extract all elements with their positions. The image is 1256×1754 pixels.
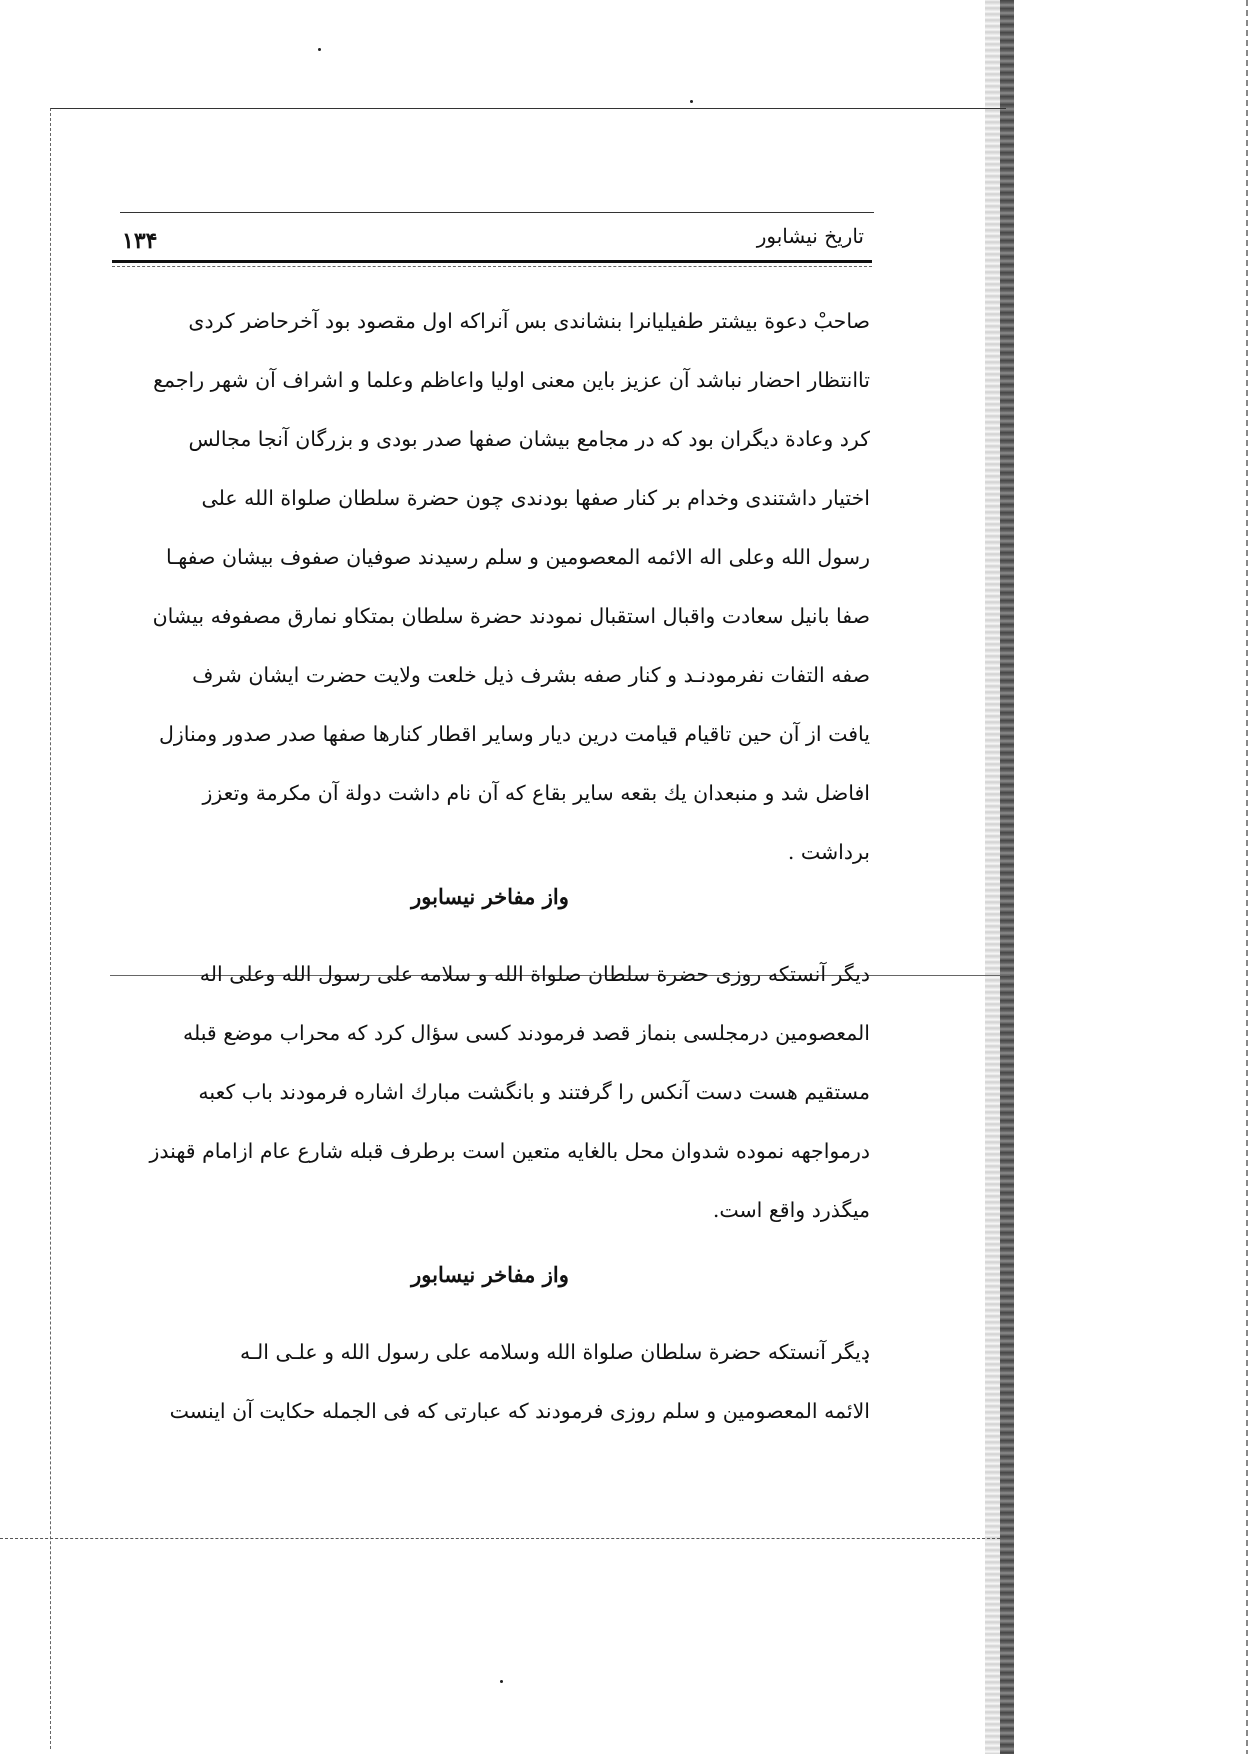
running-title: تاریخ نیشابور [756,224,864,248]
text-line: میگذرد واقع است. [712,1198,870,1222]
text-line: صفا بانیل سعادت واقبال استقبال نمودند حضرة سلطان بمتکاو نمارق مصفوفه بیشان [152,604,870,628]
scan-bottom-line [0,1538,1000,1539]
paragraph-3 [110,1323,870,1441]
text-line: یافت از آن حین تاقیام قیامت درین دیار وسایر اقطار کنارها صفها صدر صدور ومنازل [158,722,870,746]
scan-speck [690,100,693,103]
text-line: اختیار داشتندی وخدام بر کنار صفها بودندی چون حضرة سلطان صلواة الله علی [201,486,870,510]
paragraph-2 [110,945,870,1240]
text-line: دیگر آنستکه روزی حضرة سلطان صلواة الله و سلامه علی رسول الله وعلی اله [199,962,870,986]
paragraph-1 [110,292,870,882]
scan-speck [318,48,321,51]
section-heading: واز مفاخر نیسابور [411,884,569,909]
text-line: تاانتظار احضار نباشد آن عزیز باین معنی اولیا واعاظم وعلما و اشراف آن شهر راجمع [153,368,870,392]
text-line: رسول الله وعلی اله الائمه المعصومین و سلم رسیدند صوفیان صفوف بیشان صفهـا [165,545,870,569]
scan-margin-line [1246,0,1248,1754]
page-number: ۱۳۴ [122,228,158,254]
section-heading: واز مفاخر نیسابور [411,1262,569,1287]
text-line: کرد وعادة دیگران بود که در مجامع بیشان صفها صدر بودی و بزرگان آنجا مجالس [188,427,870,451]
text-line: صاحبْ دعوة بیشتر طفیلیانرا بنشاندی بس آنراکه اول مقصود بود آخرحاضر کردی [188,309,870,333]
text-line: افاضل شد و منبعدان یك بقعه سایر بقاع که آن نام داشت دولة آن مکرمة وتعزز [202,781,870,805]
text-line: صفه التفات نفرمودنـد و کنار صفه بشرف ذیل خلعت ولایت حضرت ایشان شرف [192,663,870,687]
text-line: مستقیم هست دست آنکس را گرفتند و بانگشت مبارك اشاره فرمودند باب کعبه [198,1080,870,1104]
header-rule-secondary [112,266,872,267]
scan-speck [500,1680,503,1683]
header-rule [112,260,872,263]
text-line: درمواجهه نموده شدوان محل بالغایه متعین است برطرف قبله شارع عام ازامام قهندز [149,1139,870,1163]
text-line: برداشت . [787,840,870,864]
text-line: دیگر آنستکه حضرة سلطان صلواة الله وسلامه علی رسول الله و علـی الـه [240,1340,870,1364]
text-line: الائمه المعصومین و سلم روزی فرمودند که عبارتی که فی الجمله حکایت آن اینست [169,1399,870,1423]
text-line: المعصومین درمجلسی بنماز قصد فرمودند کسی سؤال کرد که محراب موضع قبله [182,1021,870,1045]
page-header [112,212,872,262]
